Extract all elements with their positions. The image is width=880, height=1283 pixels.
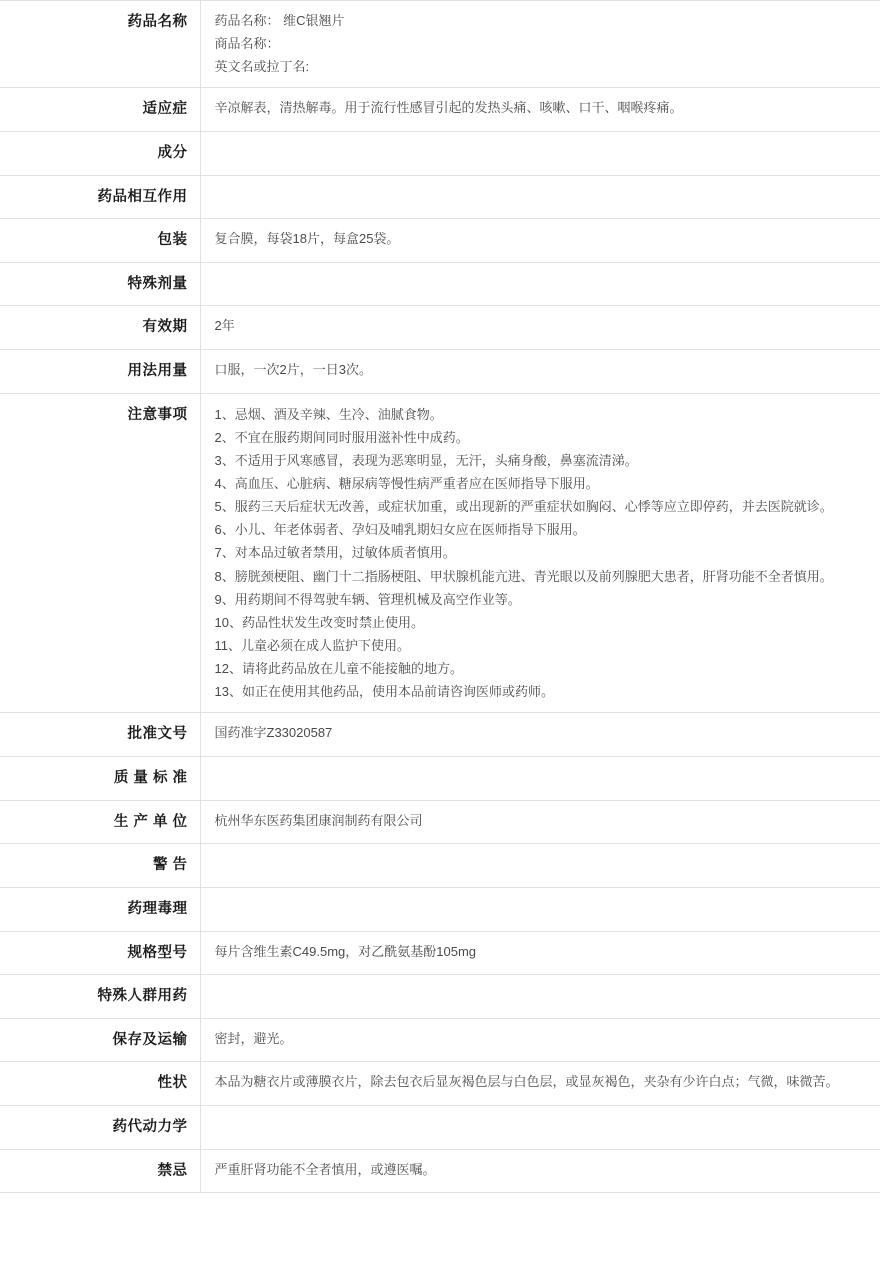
row-value: [200, 1062, 880, 1106]
row-value: [200, 1149, 880, 1193]
row-label: 保存及运输: [0, 1018, 200, 1062]
row-value: [200, 757, 880, 801]
row-value-kv-value: 维C银翘片: [283, 13, 345, 28]
list-item: 10、药品性状发生改变时禁止使用。: [214, 614, 424, 630]
empty-value-placeholder: [215, 766, 867, 785]
row-value-text: 辛凉解表，清热解毒。用于流行性感冒引起的发热头痛、咳嗽、口干、咽喉疼痛。: [214, 100, 683, 116]
table-row: [0, 131, 880, 175]
table-row: [0, 88, 880, 132]
empty-value-placeholder: [215, 185, 867, 204]
row-label: 注意事项: [0, 393, 200, 713]
row-value-text: 每片含维生素C49.5mg，对乙酰氨基酚105mg: [214, 943, 476, 959]
page-bottom-spacer: [0, 1193, 880, 1283]
empty-value-placeholder: [215, 141, 867, 160]
row-value-kv-key: 药品名称：: [214, 13, 280, 28]
row-value: [200, 1, 880, 88]
row-label: 性状: [0, 1062, 200, 1106]
row-label: 特殊人群用药: [0, 975, 200, 1019]
list-item: 6、小儿、年老体弱者、孕妇及哺乳期妇女应在医师指导下服用。: [214, 522, 586, 538]
table-row: [0, 219, 880, 263]
row-value-text: 2年: [214, 318, 235, 334]
table-row: [0, 1106, 880, 1150]
table-row: [0, 1018, 880, 1062]
list-item: 11、儿童必须在成人监护下使用。: [214, 637, 410, 653]
row-value: [200, 800, 880, 844]
row-value-text: 严重肝肾功能不全者慎用，或遵医嘱。: [214, 1161, 436, 1177]
table-row: [0, 262, 880, 306]
row-label: 有效期: [0, 306, 200, 350]
row-label: 特殊剂量: [0, 262, 200, 306]
table-row: [0, 757, 880, 801]
row-label: 成分: [0, 131, 200, 175]
empty-value-placeholder: [215, 1115, 867, 1134]
row-value-kv-line: [215, 10, 867, 33]
row-value-text: 口服，一次2片，一日3次。: [214, 362, 372, 378]
row-label: 批准文号: [0, 713, 200, 757]
row-value-kv-line: [215, 33, 867, 56]
list-item: 2、不宜在服药期间同时服用滋补性中成药。: [214, 429, 469, 445]
row-value: [200, 1106, 880, 1150]
row-value-kv-key: 英文名或拉丁名:: [214, 58, 310, 74]
row-value: [200, 975, 880, 1019]
list-item: 12、请将此药品放在儿童不能接触的地方。: [214, 661, 463, 677]
row-value: [200, 175, 880, 219]
row-value-text: 复合膜，每袋18片，每盒25袋。: [214, 231, 400, 247]
list-item: 5、服药三天后症状无改善，或症状加重，或出现新的严重症状如胸闷、心悸等应立即停药，并去医院就诊。: [214, 499, 833, 515]
row-value: [200, 713, 880, 757]
list-item: 7、对本品过敏者禁用，过敏体质者慎用。: [214, 545, 456, 561]
row-value: [200, 1018, 880, 1062]
row-label: 适应症: [0, 88, 200, 132]
row-value-text: 杭州华东医药集团康润制药有限公司: [214, 812, 423, 828]
row-value: [200, 887, 880, 931]
table-row: [0, 175, 880, 219]
table-row: [0, 931, 880, 975]
row-label: 质 量 标 准: [0, 757, 200, 801]
row-value: [200, 844, 880, 888]
drug-info-table-body: [0, 1, 880, 1193]
row-value: [200, 131, 880, 175]
row-value-text: 密封，避光。: [214, 1030, 293, 1046]
row-value-kv-key: 商品名称：: [214, 35, 280, 51]
row-label: 禁忌: [0, 1149, 200, 1193]
row-label: 用法用量: [0, 350, 200, 394]
table-row: [0, 975, 880, 1019]
empty-value-placeholder: [215, 272, 867, 291]
row-label: 药代动力学: [0, 1106, 200, 1150]
list-item: 13、如正在使用其他药品，使用本品前请咨询医师或药师。: [214, 684, 554, 700]
row-value: [200, 88, 880, 132]
row-label: 药理毒理: [0, 887, 200, 931]
row-label: 生 产 单 位: [0, 800, 200, 844]
empty-value-placeholder: [215, 853, 867, 872]
table-row: [0, 350, 880, 394]
row-value-text: 本品为糖衣片或薄膜衣片，除去包衣后显灰褐色层与白色层，或显灰褐色，夹杂有少许白点；气微，味微苦。: [214, 1074, 839, 1090]
table-row: [0, 713, 880, 757]
table-row: [0, 844, 880, 888]
list-item: 1、忌烟、酒及辛辣、生冷、油腻食物。: [214, 406, 443, 422]
row-value: [200, 931, 880, 975]
row-label: 药品相互作用: [0, 175, 200, 219]
row-value: [200, 306, 880, 350]
row-value: [200, 393, 880, 713]
table-row: [0, 887, 880, 931]
table-row: [0, 393, 880, 713]
table-row: [0, 306, 880, 350]
row-label: 包装: [0, 219, 200, 263]
empty-value-placeholder: [215, 984, 867, 1003]
row-value-kv-line: [215, 56, 867, 79]
table-row: [0, 800, 880, 844]
list-item: 3、不适用于风寒感冒，表现为恶寒明显，无汗，头痛身酸，鼻塞流清涕。: [214, 452, 638, 468]
row-value: [200, 262, 880, 306]
notice-list: [215, 403, 867, 704]
row-label: 规格型号: [0, 931, 200, 975]
list-item: 4、高血压、心脏病、糖尿病等慢性病严重者应在医师指导下服用。: [214, 476, 599, 492]
empty-value-placeholder: [215, 897, 867, 916]
table-row: [0, 1149, 880, 1193]
table-row: [0, 1062, 880, 1106]
row-label: 警 告: [0, 844, 200, 888]
row-value-text: 国药准字Z33020587: [214, 725, 333, 741]
row-value: [200, 350, 880, 394]
row-value: [200, 219, 880, 263]
list-item: 8、膀胱颈梗阻、幽门十二指肠梗阻、甲状腺机能亢进、青光眼以及前列腺肥大患者，肝肾功能不全者慎用。: [214, 568, 833, 584]
row-label: 药品名称: [0, 1, 200, 88]
table-row: [0, 1, 880, 88]
list-item: 9、用药期间不得驾驶车辆、管理机械及高空作业等。: [214, 591, 521, 607]
